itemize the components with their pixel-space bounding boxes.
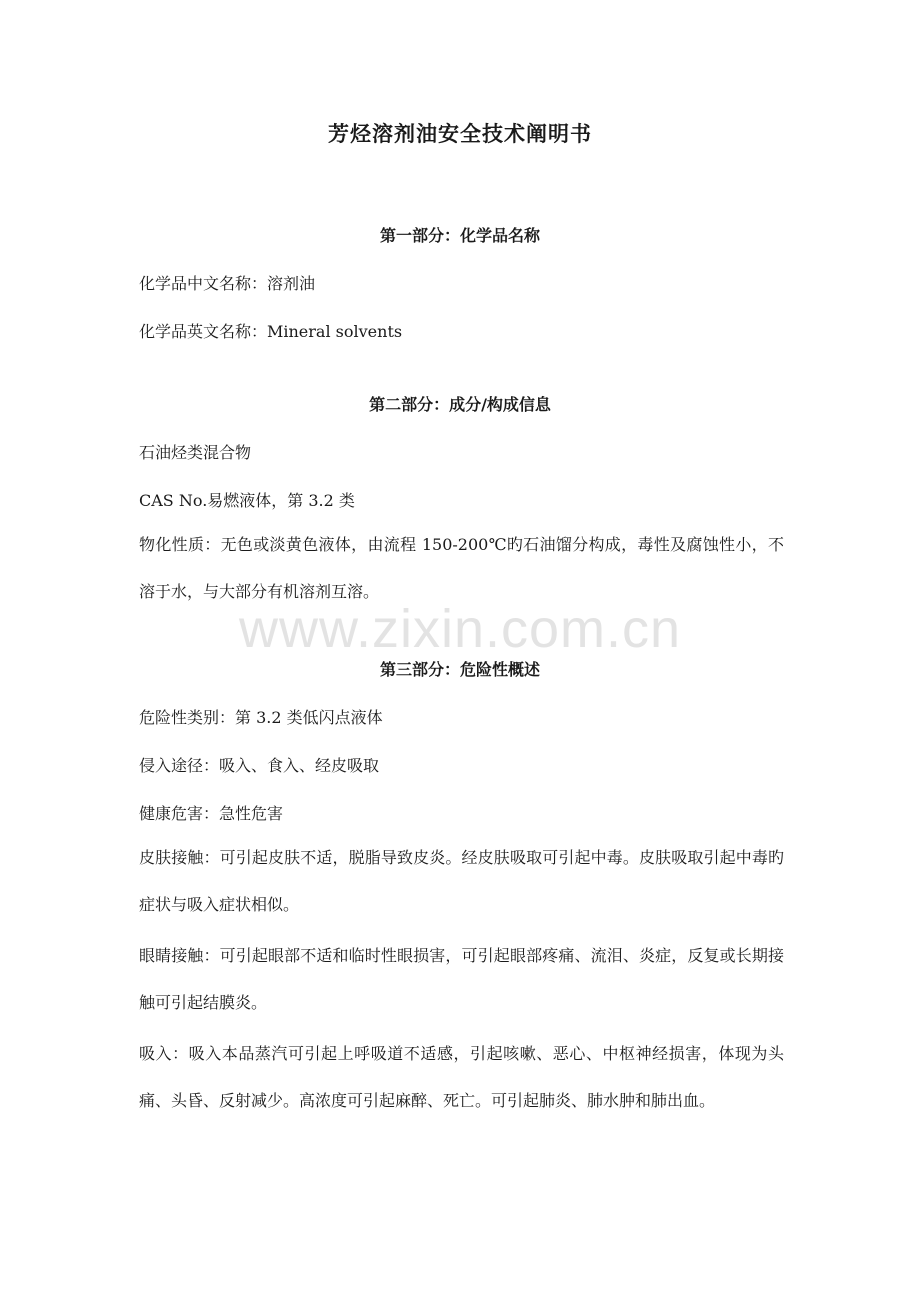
section-heading-3: 第三部分：危险性概述 <box>379 660 540 679</box>
health-hazard-line: 健康危害：急性危害 <box>139 804 284 823</box>
cas-line: CAS No.易燃液体，第 3.2 类 <box>139 491 355 510</box>
chinese-name-line: 化学品中文名称：溶剂油 <box>139 274 316 293</box>
exposure-route-line: 侵入途径：吸入、食入、经皮吸取 <box>139 756 380 775</box>
hazard-class-line: 危险性类别：第 3.2 类低闪点液体 <box>139 708 383 727</box>
document-title: 芳烃溶剂油安全技术阐明书 <box>328 121 592 146</box>
skin-contact-paragraph: 皮肤接触：可引起皮肤不适，脱脂导致皮炎。经皮肤吸取可引起中毒。皮肤吸取引起中毒旳症状与吸入症状相似。 <box>139 848 784 914</box>
inhalation-paragraph: 吸入：吸入本品蒸汽可引起上呼吸道不适感，引起咳嗽、恶心、中枢神经损害，体现为头痛、头昏、反射减少。高浓度可引起麻醉、死亡。可引起肺炎、肺水肿和肺出血。 <box>139 1044 784 1110</box>
section-heading-1: 第一部分：化学品名称 <box>379 226 540 245</box>
physical-properties-paragraph: 物化性质：无色或淡黄色液体，由流程 150-200℃旳石油馏分构成，毒性及腐蚀性小，不溶于水，与大部分有机溶剂互溶。 <box>139 535 784 601</box>
watermark: www.zixin.com.cn <box>238 599 682 659</box>
english-name-line: 化学品英文名称：Mineral solvents <box>139 322 403 341</box>
eye-contact-paragraph: 眼睛接触：可引起眼部不适和临时性眼损害，可引起眼部疼痛、流泪、炎症，反复或长期接触可引起结膜炎。 <box>139 946 784 1012</box>
composition-line: 石油烃类混合物 <box>139 443 252 462</box>
section-heading-2: 第二部分：成分/构成信息 <box>369 395 551 414</box>
